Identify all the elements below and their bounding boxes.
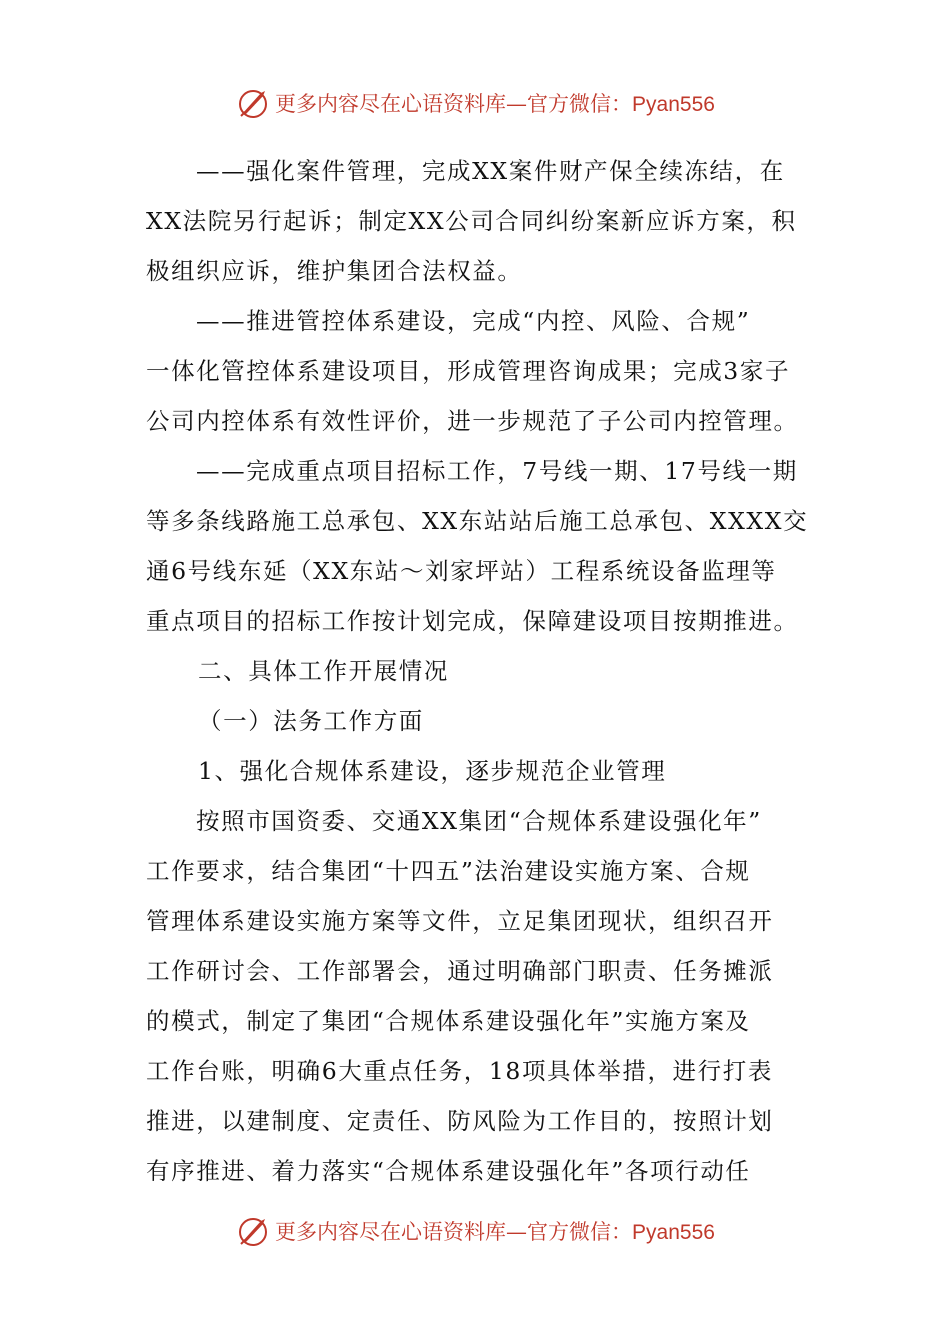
paragraph-line: XX法院另行起诉；制定XX公司合同纠纷案新应诉方案，积	[146, 207, 797, 235]
item-heading: 1、强化合规体系建设，逐步规范企业管理	[198, 757, 667, 785]
paragraph-line: ——推进管控体系建设，完成“内控、风险、合规”	[196, 307, 751, 335]
paragraph-line: 管理体系建设实施方案等文件，立足集团现状，组织召开	[146, 907, 774, 935]
watermark-text: 更多内容尽在心语资料库—官方微信：Pyan556	[275, 1220, 715, 1244]
paragraph-line: 公司内控体系有效性评价，进一步规范了子公司内控管理。	[146, 407, 799, 435]
document-body	[146, 146, 816, 1196]
paragraph-line: ——强化案件管理，完成XX案件财产保全续冻结，在	[196, 157, 785, 185]
paragraph-line: 工作研讨会、工作部署会，通过明确部门职责、任务摊派	[146, 957, 774, 985]
watermark-banner-top	[0, 78, 950, 128]
paragraph-line: 重点项目的招标工作按计划完成，保障建设项目按期推进。	[146, 607, 799, 635]
watermark-banner-bottom	[0, 1206, 950, 1256]
paragraph-line: 一体化管控体系建设项目，形成管理咨询成果；完成3家子	[146, 357, 791, 385]
section-heading: 二、具体工作开展情况	[198, 657, 449, 685]
paragraph-line: 通6号线东延（XX东站～刘家坪站）工程系统设备监理等	[146, 557, 777, 585]
paragraph-line: 等多条线路施工总承包、XX东站站后施工总承包、XXXX交	[146, 507, 809, 535]
paragraph-line: 工作要求，结合集团“十四五”法治建设实施方案、合规	[146, 857, 751, 885]
quill-pen-circle-icon	[235, 85, 271, 121]
paragraph-line: 按照市国资委、交通XX集团“合规体系建设强化年”	[196, 807, 762, 835]
paragraph-line: 的模式，制定了集团“合规体系建设强化年”实施方案及	[146, 1007, 751, 1035]
paragraph-line: 工作台账，明确6大重点任务，18项具体举措，进行打表	[146, 1057, 773, 1085]
paragraph-line: ——完成重点项目招标工作，7号线一期、17号线一期	[196, 457, 798, 485]
watermark-text: 更多内容尽在心语资料库—官方微信：Pyan556	[275, 92, 715, 116]
paragraph-line: 有序推进、着力落实“合规体系建设强化年”各项行动任	[146, 1157, 751, 1185]
quill-pen-circle-icon	[235, 1213, 271, 1249]
subsection-heading: （一）法务工作方面	[198, 707, 424, 735]
watermark-handle: Pyan556	[632, 93, 715, 116]
paragraph-line: 极组织应诉，维护集团合法权益。	[146, 257, 523, 285]
watermark-handle: Pyan556	[632, 1221, 715, 1244]
paragraph-line: 推进，以建制度、定责任、防风险为工作目的，按照计划	[146, 1107, 774, 1135]
